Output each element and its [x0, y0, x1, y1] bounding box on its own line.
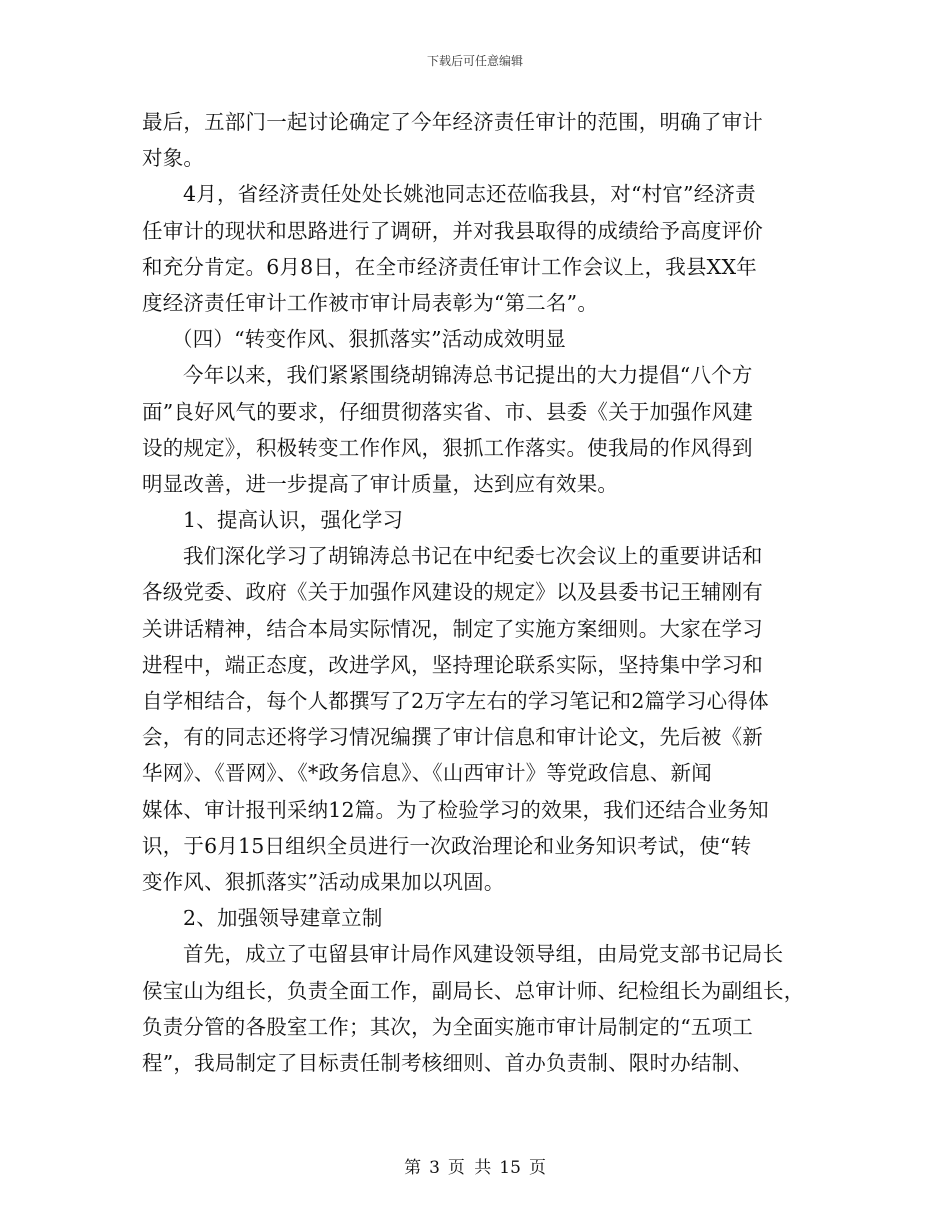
paragraph-line: 任审计的现状和思路进行了调研，并对我县取得的成绩给予高度评价 — [142, 218, 763, 243]
paragraph-line: 设的规定》，积极转变工作作风，狠抓工作落实。使我局的作风得到 — [142, 435, 753, 460]
paragraph-line: 明显改善，进一步提高了审计质量，达到应有效果。 — [142, 471, 619, 496]
paragraph-line: 最后，五部门一起讨论确定了今年经济责任审计的范围，明确了审计 — [142, 110, 763, 134]
paragraph-line: 面”良好风气的要求，仔细贯彻落实省、市、县委《关于加强作风建 — [142, 399, 753, 424]
page-footer — [0, 1153, 950, 1178]
paragraph-line: 度经济责任审计工作被市审计局表彰为“第二名”。 — [142, 290, 599, 315]
paragraph-line: 媒体、审计报刊采纳12篇。为了检验学习的效果，我们还结合业务知 — [142, 797, 769, 822]
paragraph-line: 今年以来，我们紧紧围绕胡锦涛总书记提出的大力提倡“八个方 — [183, 363, 753, 388]
page-header: 下载后可任意编辑 — [426, 54, 523, 68]
paragraph-line: 变作风、狠抓落实”活动成果加以巩固。 — [142, 869, 505, 894]
footer-prefix: 第 — [404, 1158, 422, 1178]
paragraph-line: 首先，成立了屯留县审计局作风建设领导组，由局党支部书记局长 — [183, 942, 784, 967]
document-body — [142, 104, 812, 1081]
paragraph-line: 和充分肯定。6月8日，在全市经济责任审计工作会议上，我县XX年 — [142, 254, 757, 279]
total-page-count: 15 — [499, 1158, 521, 1178]
paragraph-line: 关讲话精神，结合本局实际情况，制定了实施方案细则。大家在学习 — [142, 616, 763, 641]
current-page-number: 3 — [429, 1158, 440, 1178]
paragraph-line: 识，于6月15日组织全员进行一次政治理论和业务知识考试，使“转 — [142, 833, 752, 858]
paragraph-line: 各级党委、政府《关于加强作风建设的规定》以及县委书记王辅刚有 — [142, 580, 763, 605]
section-heading: （四）“转变作风、狠抓落实”活动成效明显 — [172, 327, 566, 352]
footer-middle: 页 共 — [447, 1158, 492, 1178]
paragraph-line: 自学相结合，每个人都撰写了2万字左右的学习笔记和2篇学习心得体 — [142, 689, 769, 713]
subsection-heading: 2、加强领导建章立制 — [183, 906, 383, 931]
paragraph-line: 华网》、《晋网》、《*政务信息》、《山西审计》等党政信息、新闻 — [142, 761, 712, 786]
paragraph-line: 4月，省经济责任处处长姚池同志还莅临我县，对“村官”经济责 — [183, 182, 756, 207]
paragraph-line: 侯宝山为组长，负责全面工作，副局长、总审计师、纪检组长为副组长， — [142, 978, 805, 1003]
paragraph-line: 对象。 — [142, 146, 205, 171]
paragraph-line: 进程中，端正态度，改进学风，坚持理论联系实际，坚持集中学习和 — [142, 652, 763, 677]
paragraph-line: 会，有的同志还将学习情况编撰了审计信息和审计论文，先后被《新 — [142, 725, 763, 750]
paragraph-line: 我们深化学习了胡锦涛总书记在中纪委七次会议上的重要讲话和 — [183, 544, 763, 569]
subsection-heading: 1、提高认识，强化学习 — [183, 508, 404, 533]
footer-suffix: 页 — [528, 1158, 546, 1178]
paragraph-line: 程”，我局制定了目标责任制考核细则、首办负责制、限时办结制、 — [142, 1050, 753, 1075]
paragraph-line: 负责分管的各股室工作；其次，为全面实施市审计局制定的“五项工 — [142, 1014, 753, 1039]
